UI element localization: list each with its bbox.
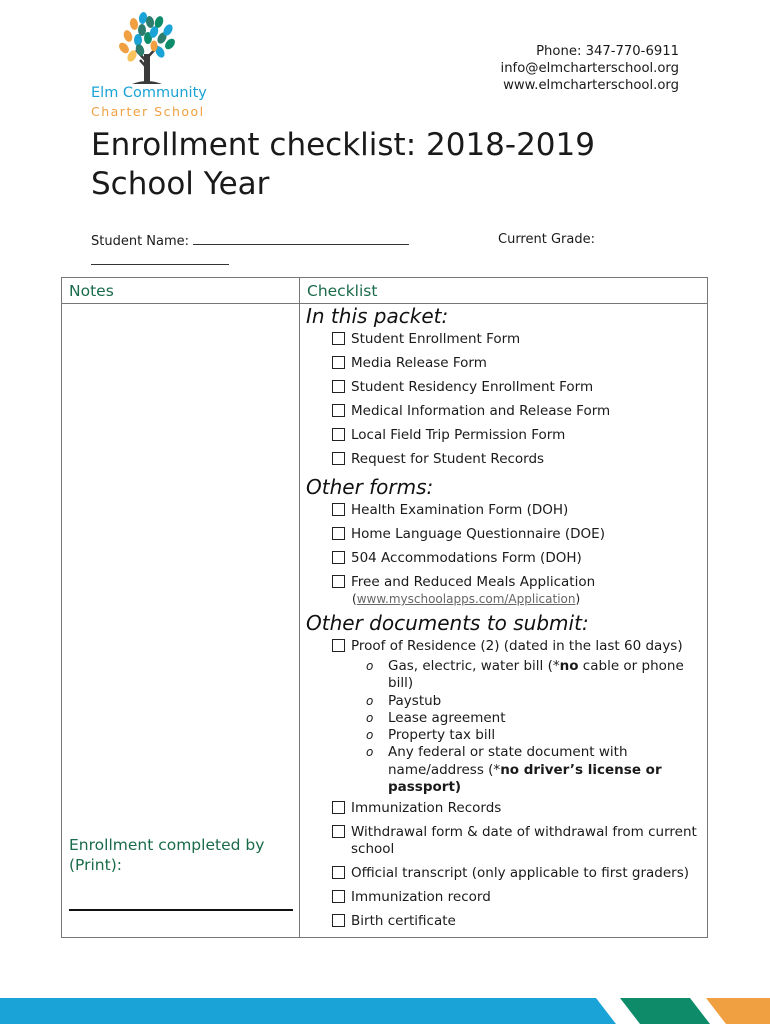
page-title <box>91 126 691 204</box>
current-grade-label: Current Grade: <box>498 232 595 247</box>
checkbox-icon[interactable] <box>332 380 345 393</box>
bullet-icon: o <box>366 745 374 760</box>
title-line-1: Enrollment checklist: 2018-2019 <box>91 127 595 163</box>
section-other-documents: Other documents to submit: <box>306 611 589 635</box>
checkbox-icon[interactable] <box>332 551 345 564</box>
section-in-this-packet: In this packet: <box>306 304 449 328</box>
student-name-label: Student Name: <box>91 234 190 249</box>
checkbox-icon[interactable] <box>332 428 345 441</box>
checkbox-icon[interactable] <box>332 866 345 879</box>
application-link[interactable]: www.myschoolapps.com/Application <box>356 592 576 606</box>
contact-info <box>501 43 679 94</box>
checklist-item[interactable]: Withdrawal form & date of withdrawal from current school <box>332 824 707 858</box>
checklist-item[interactable]: Media Release Form <box>332 355 707 372</box>
checklist-item[interactable]: Request for Student Records <box>332 451 707 468</box>
checkbox-icon[interactable] <box>332 527 345 540</box>
checklist-table <box>61 277 708 938</box>
checkbox-icon[interactable] <box>332 404 345 417</box>
checklist-item-proof-of-residence[interactable]: Proof of Residence (2) (dated in the last 60 days) <box>332 638 707 655</box>
checklist-header: Checklist <box>300 278 708 304</box>
student-name-field[interactable] <box>91 232 409 249</box>
checkbox-icon[interactable] <box>332 639 345 652</box>
bullet-icon: o <box>366 693 374 708</box>
checklist-item[interactable]: 504 Accommodations Form (DOH) <box>332 550 707 567</box>
current-grade-blank[interactable] <box>91 264 229 265</box>
sub-list-item: o Property tax bill <box>366 727 496 744</box>
enrollment-completed-by-label: Enrollment completed by (Print): <box>69 836 265 874</box>
footer-green-stripe <box>620 998 710 1024</box>
student-name-blank[interactable] <box>193 232 409 245</box>
bullet-icon: o <box>366 710 374 725</box>
title-line-2: School Year <box>91 166 270 202</box>
checkbox-icon[interactable] <box>332 890 345 903</box>
checklist-item[interactable]: Student Residency Enrollment Form <box>332 379 707 396</box>
checkbox-icon[interactable] <box>332 332 345 345</box>
sub-list-item: o Any federal or state document with name/address (*no driver’s license or passport) <box>366 744 662 796</box>
notes-column[interactable] <box>62 304 300 938</box>
checkbox-icon[interactable] <box>332 801 345 814</box>
footer-blue-stripe <box>0 998 616 1024</box>
footer-orange-stripe <box>706 998 770 1024</box>
checkbox-icon[interactable] <box>332 914 345 927</box>
checklist-column <box>300 304 708 938</box>
checklist-item[interactable]: Immunization Records <box>332 800 707 817</box>
sub-list-item: o Gas, electric, water bill (*no cable or phone bill) <box>366 658 684 692</box>
checkbox-icon[interactable] <box>332 452 345 465</box>
logo-school-subtitle: Charter School <box>91 104 205 119</box>
checklist-item[interactable]: Local Field Trip Permission Form <box>332 427 707 444</box>
checkbox-icon[interactable] <box>332 825 345 838</box>
checklist-item[interactable]: Health Examination Form (DOH) <box>332 502 707 519</box>
application-link-line: (www.myschoolapps.com/Application) <box>352 592 581 606</box>
completed-by-signature-line[interactable] <box>69 909 293 911</box>
tree-logo-icon <box>116 10 178 86</box>
documents-items <box>300 638 707 655</box>
checklist-item[interactable]: Student Enrollment Form <box>332 331 707 348</box>
checklist-item[interactable]: Home Language Questionnaire (DOE) <box>332 526 707 543</box>
bullet-icon: o <box>366 728 374 743</box>
checklist-item[interactable]: Official transcript (only applicable to first graders) <box>332 865 707 882</box>
section-other-forms: Other forms: <box>306 475 434 499</box>
checklist-item[interactable]: Medical Information and Release Form <box>332 403 707 420</box>
documents-items-more <box>300 800 707 930</box>
checklist-item[interactable]: Free and Reduced Meals Application <box>332 574 707 591</box>
checkbox-icon[interactable] <box>332 575 345 588</box>
sub-list-item: o Paystub <box>366 692 442 709</box>
school-logo <box>88 10 213 120</box>
notes-header: Notes <box>62 278 300 304</box>
proof-of-residence-subitems <box>300 658 707 796</box>
logo-school-name: Elm Community <box>91 85 207 101</box>
bullet-icon: o <box>366 659 374 673</box>
checkbox-icon[interactable] <box>332 356 345 369</box>
sub-list-item: o Lease agreement <box>366 709 506 726</box>
checklist-item[interactable]: Immunization record <box>332 889 707 906</box>
phone-number: Phone: 347-770-6911 <box>536 44 679 59</box>
packet-items <box>300 331 707 468</box>
checklist-item[interactable]: Birth certificate <box>332 913 707 930</box>
email-address[interactable]: info@elmcharterschool.org <box>500 61 679 76</box>
checkbox-icon[interactable] <box>332 503 345 516</box>
footer-color-bar <box>0 998 770 1024</box>
other-forms-items <box>300 502 707 591</box>
website-url[interactable]: www.elmcharterschool.org <box>503 78 679 93</box>
